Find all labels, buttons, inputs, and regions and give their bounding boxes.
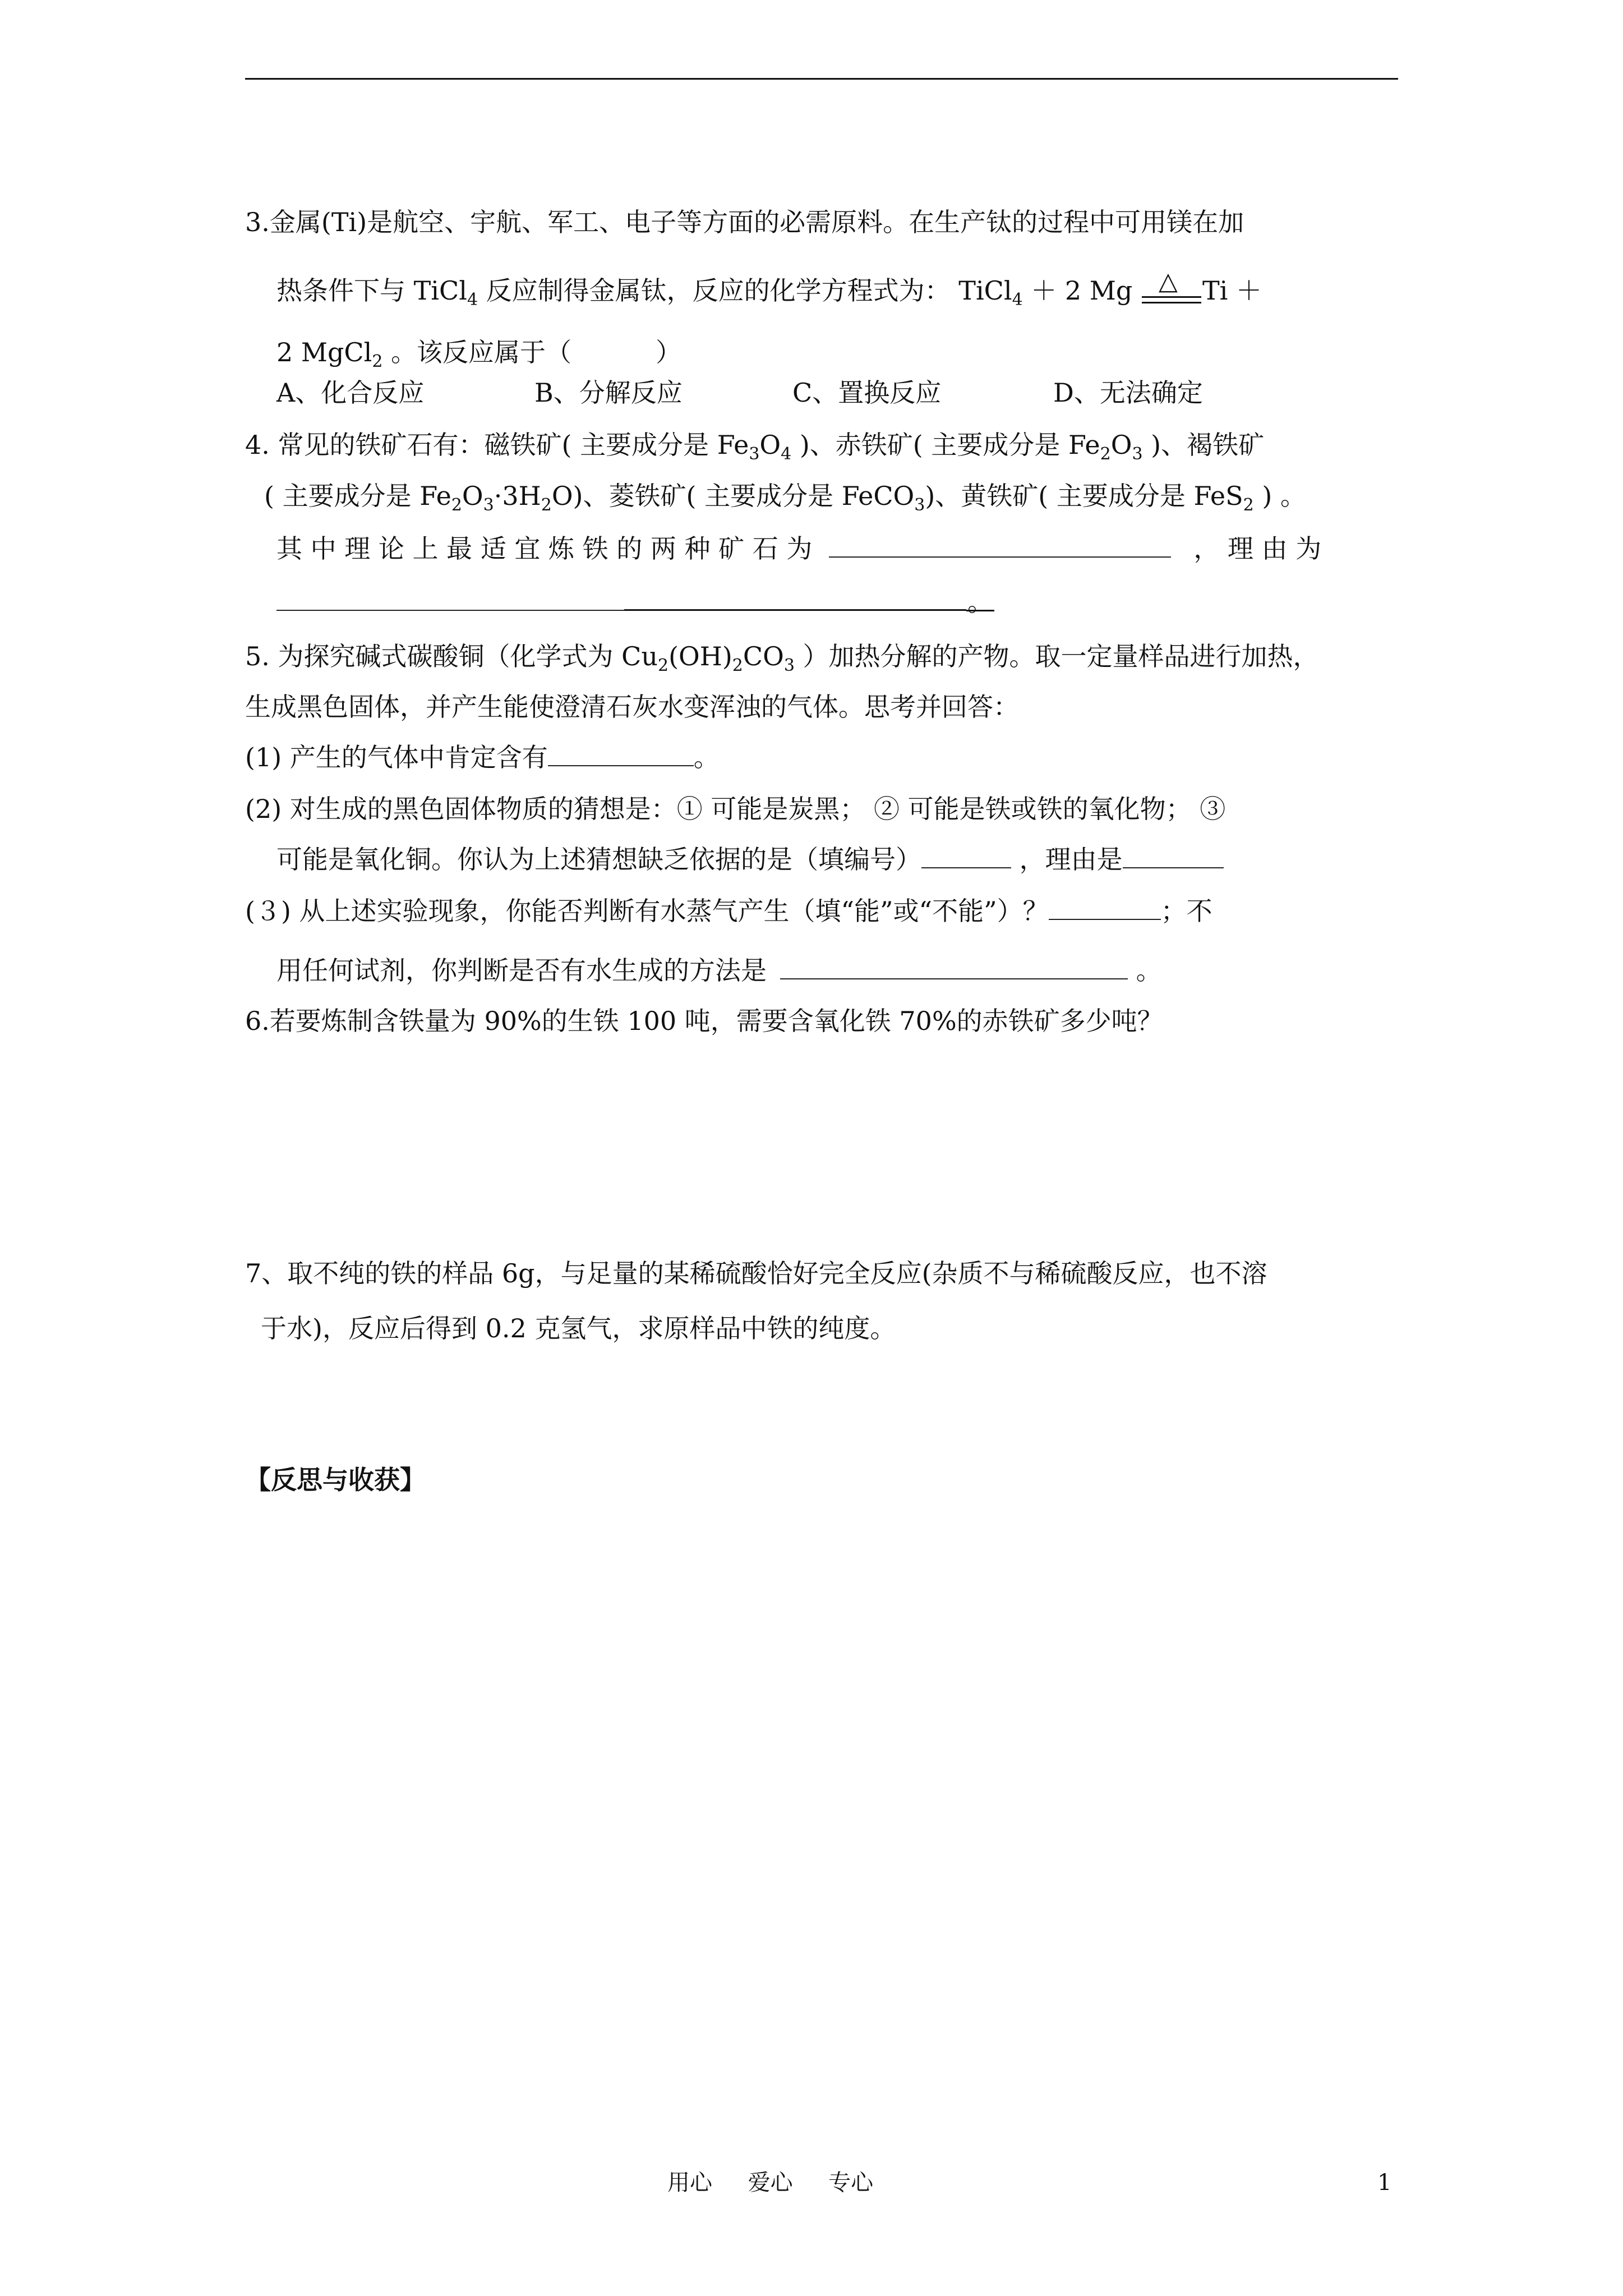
answer-blank-guess-number[interactable] [921, 843, 1011, 868]
q5-part-3-line-1: (３) 从上述实验现象，你能否判断有水蒸气产生（填“能”或“不能”）？ ；不 [245, 894, 1212, 928]
answer-blank-water-method[interactable] [780, 954, 1128, 979]
answer-blank-ores[interactable] [829, 532, 1171, 558]
answer-blank-reason-b[interactable] [624, 585, 966, 611]
page-number: 1 [1377, 2170, 1392, 2196]
q4-line-1: 4. 常见的铁矿石有：磁铁矿( 主要成分是 $Fe_3O_4$ )、赤铁矿( 主要成分是 $Fe_2O_3$ )、褐铁矿 [245, 430, 1265, 464]
option-c: C、置换反应 [792, 378, 942, 408]
option-d: D、无法确定 [1053, 378, 1203, 408]
q6-text: 6.若要炼制含铁量为 90%的生铁 100 吨，需要含氧化铁 70%的赤铁矿多少吨？ [245, 1006, 1163, 1036]
q5-part-2-line-2: 可能是氧化铜。你认为上述猜想缺乏依据的是（填编号） ，理由是 [276, 843, 1224, 876]
answer-blank-guess-reason[interactable] [1123, 843, 1224, 868]
footer-motto: 用心 爱心 专心 [667, 2170, 874, 2196]
heating-condition-symbol: △ [1141, 274, 1202, 307]
q7-line-2: 于水)，反应后得到 0.2 克氢气，求原样品中铁的纯度。 [261, 1313, 896, 1343]
q5-line-2: 生成黑色固体，并产生能使澄清石灰水变浑浊的气体。思考并回答： [245, 692, 1019, 722]
q5-line-1: 5. 为探究碱式碳酸铜（化学式为 $Cu_2(OH)_2CO_3$ ）加热分解的产物。取一定量样品进行加热， [245, 641, 1319, 676]
option-a: A、化合反应 [276, 378, 425, 408]
option-b: B、分解反应 [534, 378, 683, 408]
q3-options [276, 376, 1203, 409]
q5-part-3-line-2: 用任何试剂，你判断是否有水生成的方法是 。 [276, 954, 1162, 987]
reflection-heading: 【反思与收获】 [245, 1465, 426, 1495]
q3-line-1: 3.金属(Ti)是航空、宇航、军工、电子等方面的必需原料。在生产钛的过程中可用镁在加 [245, 207, 1244, 237]
q4-line-2: ( 主要成分是 $Fe_2O_3\cdot 3H_2O$)、菱铁矿( 主要成分是 FeCO$_3$)、黄铁矿( 主要成分是 FeS$_2$ ) 。 [264, 481, 1306, 516]
answer-blank-vapor[interactable] [1049, 894, 1161, 920]
q4-line-3: 其 中 理 论 上 最 适 宜 炼 铁 的 两 种 矿 石 为 ， 理 由 为 [276, 532, 1321, 565]
answer-blank-reason-a[interactable] [276, 585, 624, 611]
q3-line-2: 热条件下与 TiCl$_4$ 反应制得金属钛，反应的化学方程式为： TiCl$_4$ ＋ 2 Mg △ Ti ＋ [276, 267, 1262, 310]
q5-part-2-line-1: (2) 对生成的黑色固体物质的猜想是：① 可能是炭黑； ② 可能是铁或铁的氧化物； ③ [245, 794, 1226, 824]
answer-blank-gas[interactable] [548, 740, 694, 766]
header-rule [245, 78, 1398, 80]
q4-line-4: 。 [276, 585, 994, 619]
q5-part-1: (1) 产生的气体中肯定含有 。 [245, 740, 720, 774]
q3-line-3: 2 MgCl$_2$ 。该反应属于（ ） [276, 337, 682, 372]
q7-line-1: 7、取不纯的铁的样品 6g，与足量的某稀硫酸恰好完全反应(杂质不与稀硫酸反应，也不溶 [245, 1258, 1267, 1289]
